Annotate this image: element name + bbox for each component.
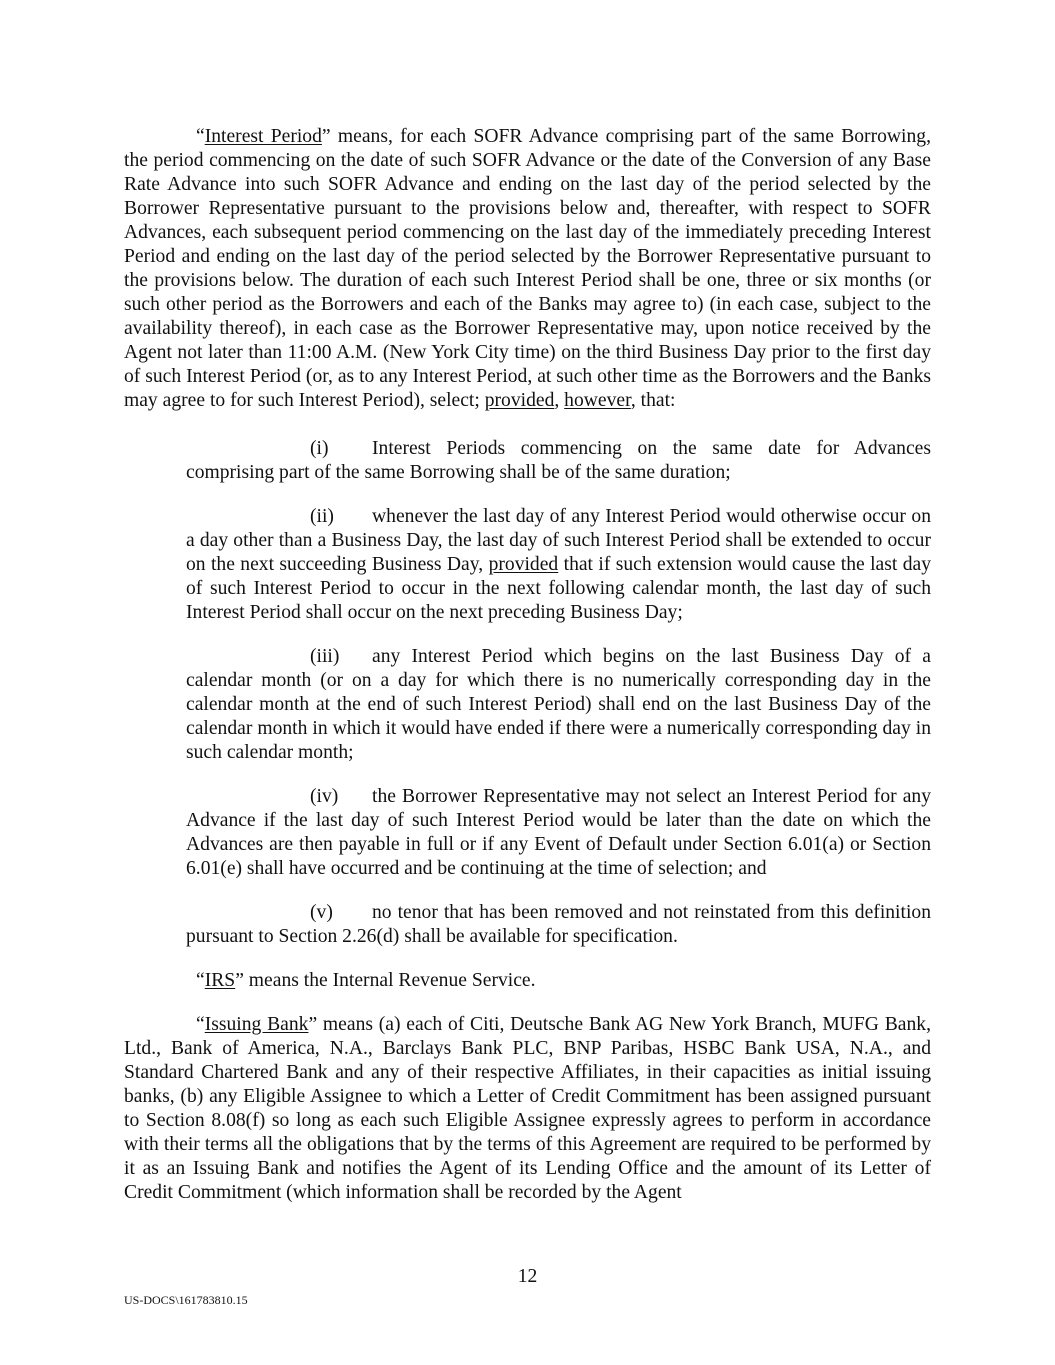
- close-quote: ”: [308, 1014, 318, 1035]
- document-body: [124, 125, 931, 1205]
- open-quote: “: [196, 1014, 205, 1035]
- item-text: any Interest Period which begins on the last Business Day of a calendar month (or on a day for which there is no numerically corresponding day in the calendar month at the end of such Interest Period) shall end on the last Business Day of the calendar month in which it would have ended if there were a numerically corresponding day in such calendar month;: [186, 646, 931, 763]
- defined-term-interest-period: Interest Period: [204, 126, 322, 147]
- list-item-iii: [186, 645, 931, 765]
- item-number: (i): [310, 438, 329, 459]
- item-text: the Borrower Representative may not select an Interest Period for any Advance if the last day of such Interest Period would be later than the date on which the Advances are then payable in full or if any Event of Default under Section 6.01(a) or Section 6.01(e) shall have occurred and be continuing at the time of selection; and: [186, 786, 931, 879]
- issuing-bank-definition: [124, 1013, 931, 1205]
- item-number: (iii): [310, 646, 340, 667]
- interest-period-definition: [124, 125, 931, 413]
- definition-text: means the Internal Revenue Service.: [243, 970, 536, 991]
- open-quote: “: [196, 126, 205, 147]
- item-text: whenever the last day of any Interest Period would otherwise occur on a day other than a Business Day, the last day of such Interest Period shall be extended to occur on the next succeeding Business Day,: [186, 506, 931, 575]
- item-number: (v): [310, 902, 333, 923]
- item-number: (ii): [310, 506, 334, 527]
- irs-definition: [124, 969, 931, 993]
- comma: ,: [554, 390, 565, 411]
- definition-text: means (a) each of Citi, Deutsche Bank AG New York Branch, MUFG Bank, Ltd., Bank of America, N.A., Barclays Bank PLC, BNP Paribas, HSBC Bank USA, N.A., and Standard Chartered Bank and any of their respective Affiliates, in their capacities as initial issuing banks, (b) any Eligible Assignee to which a Letter of Credit Commitment has been assigned pursuant to Section 8.08(f) so long as each such Eligible Assignee expressly agrees to perform in accordance with their terms all the obligations that by the terms of this Agreement are required to be performed by it as an Issuing Bank and notifies the Agent of its Lending Office and the amount of its Letter of Credit Commitment (which information shall be recorded by the Agent: [124, 1014, 931, 1203]
- item-text: Interest Periods commencing on the same date for Advances comprising part of the same Borrowing shall be of the same duration;: [186, 438, 931, 483]
- item-text: no tenor that has been removed and not reinstated from this definition pursuant to Section 2.26(d) shall be available for specification.: [186, 902, 931, 947]
- list-item-i: [186, 437, 931, 485]
- provided-term: provided: [488, 554, 559, 575]
- list-item-v: [186, 901, 931, 949]
- close-quote: ”: [235, 970, 244, 991]
- defined-term-issuing-bank: Issuing Bank: [204, 1014, 309, 1035]
- definition-tail: , that:: [630, 390, 676, 411]
- list-item-ii: [186, 505, 931, 625]
- close-quote: ”: [321, 126, 331, 147]
- definition-text: means, for each SOFR Advance comprising part of the same Borrowing, the period commencing on the date of such SOFR Advance or the date of the Conversion of any Base Rate Advance into such SOFR Advance and ending on the last day of the period selected by the Borrower Representative pursuant to the provisions below and, thereafter, with respect to SOFR Advances, each subsequent period commencing on the last day of the immediately preceding Interest Period and ending on the last day of the period selected by the Borrower Representative pursuant to the provisions below. The duration of each such Interest Period shall be one, three or six months (or such other period as the Borrowers and each of the Banks may agree to) (in each case, subject to the availability thereof), in each case as the Borrower Representative may, upon notice received by the Agent not later than 11:00 A.M. (New York City time) on the third Business Day prior to the first day of such Interest Period (or, as to any Interest Period, at such other time as the Borrowers and the Banks may agree to for such Interest Period), select;: [124, 126, 931, 411]
- item-text-continued: that if such extension would cause the last day of such Interest Period to occur in the next following calendar month, the last day of such Interest Period shall occur on the next preceding Business Day;: [186, 554, 931, 623]
- defined-term-irs: IRS: [204, 970, 236, 991]
- list-item-iv: [186, 785, 931, 881]
- open-quote: “: [196, 970, 205, 991]
- item-number: (iv): [310, 786, 339, 807]
- however-term: however: [564, 390, 631, 411]
- provided-term: provided: [484, 390, 555, 411]
- page-number: 12: [517, 1266, 538, 1287]
- document-id: US-DOCS\161783810.15: [124, 1293, 248, 1307]
